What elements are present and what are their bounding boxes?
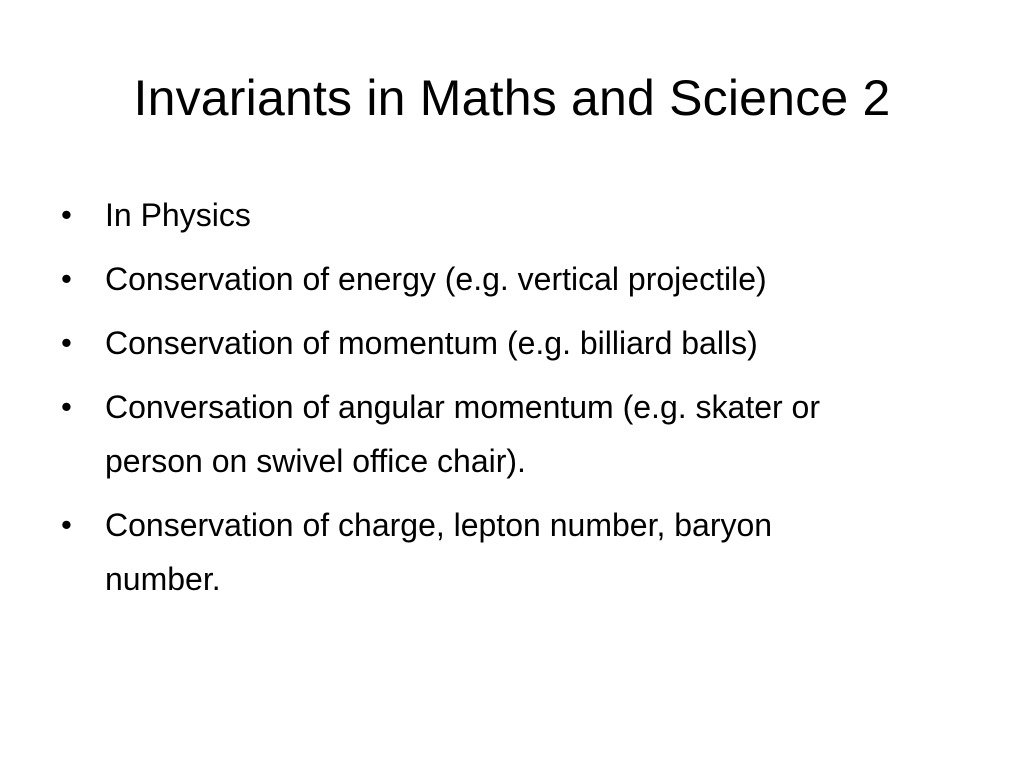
bullet-text: Conservation of energy (e.g. vertical projectile) <box>105 261 767 297</box>
bullet-icon: • <box>61 261 72 296</box>
bullet-text: Conversation of angular momentum (e.g. skater or person on swivel office chair). <box>105 389 820 479</box>
bullet-text: Conservation of momentum (e.g. billiard balls) <box>105 325 758 361</box>
bullet-item-in-physics <box>57 188 977 242</box>
bullet-text: Conservation of charge, lepton number, baryon number. <box>105 507 773 597</box>
bullet-icon: • <box>61 325 72 360</box>
bullet-icon: • <box>61 507 72 542</box>
bullet-icon: • <box>61 197 72 232</box>
slide-title: Invariants in Maths and Science 2 <box>133 70 891 126</box>
bullet-list <box>57 188 977 616</box>
bullet-item-angular-momentum <box>57 380 977 488</box>
bullet-item-conservation-of-energy <box>57 252 977 306</box>
bullet-item-conservation-of-momentum <box>57 316 977 370</box>
bullet-item-conservation-of-charge <box>57 498 977 606</box>
bullet-icon: • <box>61 389 72 424</box>
bullet-text: In Physics <box>105 197 251 233</box>
